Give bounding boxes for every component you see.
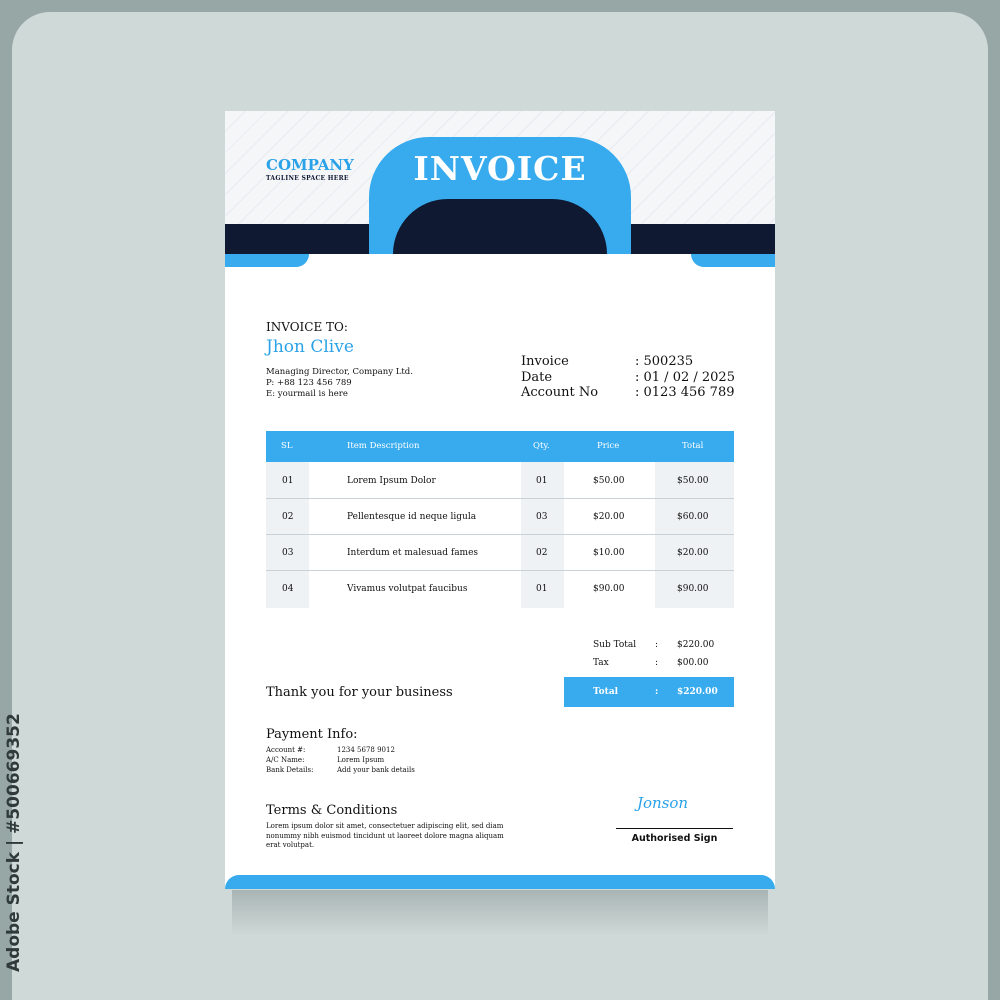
meta-label: Account No <box>521 385 599 400</box>
table-row <box>266 462 734 499</box>
table-header <box>266 431 734 462</box>
payment-label: Account #: <box>266 746 306 754</box>
invoice-title: INVOICE <box>413 149 587 188</box>
total-separator: : <box>655 687 659 697</box>
meta-label: Invoice <box>521 354 569 369</box>
cell-total: $20.00 <box>677 548 709 558</box>
stock-id-watermark <box>4 713 44 972</box>
cell-description: Pellentesque id neque ligula <box>347 512 477 522</box>
invoice-page <box>225 111 775 889</box>
cell-price: $10.00 <box>593 548 625 558</box>
cell-description: Interdum et malesuad fames <box>347 548 479 558</box>
subtotal-label: Sub Total <box>593 640 637 650</box>
meta-value: : 0123 456 789 <box>635 385 735 400</box>
signature-scribble: Jonson <box>637 794 689 812</box>
tax-label: Tax <box>593 658 609 668</box>
cell-price: $90.00 <box>593 584 625 594</box>
cell-description: Lorem Ipsum Dolor <box>347 476 436 486</box>
col-sl: SL <box>281 441 293 451</box>
col-total: Total <box>682 441 704 451</box>
cell-qty: 03 <box>536 512 548 522</box>
cell-qty: 01 <box>536 584 548 594</box>
cell-sl: 03 <box>282 548 294 558</box>
total-label: Total <box>593 687 619 697</box>
client-name: Jhon Clive <box>266 337 354 357</box>
total-value: $220.00 <box>677 687 718 697</box>
tax-separator: : <box>655 658 659 668</box>
cell-total: $90.00 <box>677 584 709 594</box>
header-accent-right <box>691 254 775 267</box>
client-phone: P: +88 123 456 789 <box>266 378 352 388</box>
col-price: Price <box>597 441 620 451</box>
subtotal-separator: : <box>655 640 659 650</box>
client-email: E: yourmail is here <box>266 389 348 399</box>
cell-qty: 01 <box>536 476 548 486</box>
header-accent-left <box>225 254 309 267</box>
cell-price: $50.00 <box>593 476 625 486</box>
invoice-to-label: INVOICE TO: <box>266 320 348 334</box>
meta-value: : 500235 <box>635 354 694 369</box>
company-name: COMPANY <box>266 156 354 174</box>
payment-value: 1234 5678 9012 <box>337 746 395 754</box>
terms-text: Lorem ipsum dolor sit amet, consectetuer adipiscing elit, sed diam nonummy nibh euismod tincidunt ut laoreet dolore magna aliquam erat volutpat. <box>266 822 504 849</box>
meta-value: : 01 / 02 / 2025 <box>635 370 735 385</box>
payment-value: Lorem Ipsum <box>337 756 385 764</box>
cell-qty: 02 <box>536 548 548 558</box>
thank-you-note: Thank you for your business <box>266 685 453 700</box>
col-qty: Qty. <box>533 441 550 451</box>
cell-sl: 01 <box>282 476 294 486</box>
client-role: Managing Director, Company Ltd. <box>266 367 413 377</box>
title-arch-cutout <box>393 199 607 254</box>
payment-label: A/C Name: <box>266 756 305 764</box>
meta-label: Date <box>521 370 553 385</box>
cell-price: $20.00 <box>593 512 625 522</box>
table-row <box>266 498 734 535</box>
cell-total: $60.00 <box>677 512 709 522</box>
cell-total: $50.00 <box>677 476 709 486</box>
payment-info-heading: Payment Info: <box>266 727 358 742</box>
grand-total-bar <box>564 677 734 707</box>
table-row <box>266 570 734 606</box>
col-description: Item Description <box>347 441 420 451</box>
footer-accent-band <box>225 875 775 889</box>
signature-line <box>616 828 733 829</box>
terms-heading: Terms & Conditions <box>266 803 398 818</box>
payment-value: Add your bank details <box>337 766 415 774</box>
cell-sl: 02 <box>282 512 294 522</box>
table-row <box>266 534 734 571</box>
cell-description: Vivamus volutpat faucibus <box>347 584 468 594</box>
page-shadow <box>232 890 768 936</box>
company-tagline: TAGLINE SPACE HERE <box>266 175 349 182</box>
items-table <box>266 431 734 608</box>
subtotal-value: $220.00 <box>677 640 715 650</box>
stock-id-text: Adobe Stock | #500669352 <box>4 713 24 972</box>
tax-value: $00.00 <box>677 658 709 668</box>
authorised-sign-label: Authorised Sign <box>631 833 718 844</box>
payment-label: Bank Details: <box>266 766 314 774</box>
cell-sl: 04 <box>282 584 294 594</box>
